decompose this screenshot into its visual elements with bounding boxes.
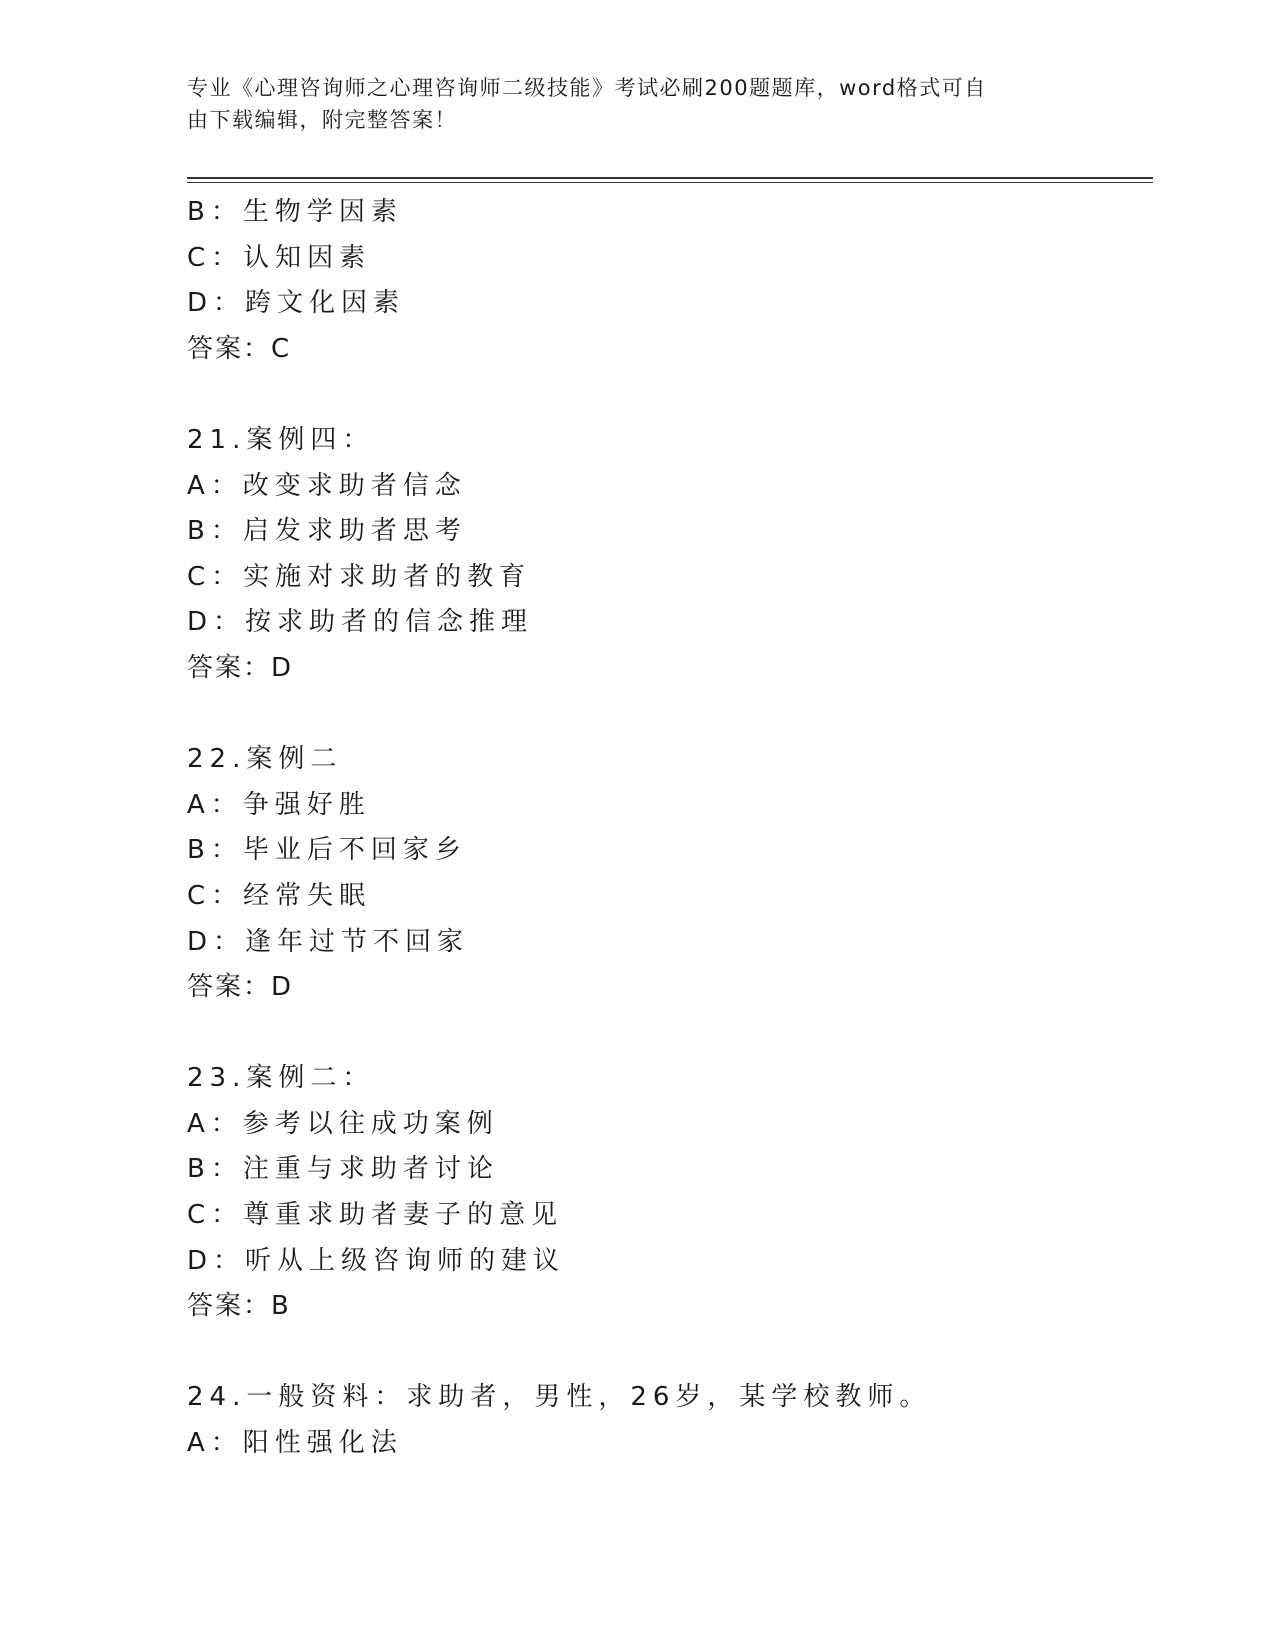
- option-b: B：启发求助者思考: [187, 516, 467, 547]
- answer-line: 答案：C: [187, 333, 292, 364]
- option-a: A：阳性强化法: [187, 1428, 403, 1459]
- option-c: C：经常失眠: [187, 880, 372, 911]
- answer-line: 答案：D: [187, 972, 294, 1003]
- question-block-24: [187, 1375, 1147, 1466]
- question-block-prev: [187, 190, 1147, 372]
- answer-line: 答案：B: [187, 1291, 291, 1322]
- document-header: [187, 72, 1067, 136]
- answer-line: 答案：D: [187, 652, 294, 683]
- header-line-2: 由下载编辑，附完整答案！: [187, 108, 457, 132]
- question-list: [187, 190, 1147, 1467]
- question-title: 21.案例四：: [187, 424, 375, 455]
- question-block-21: [187, 418, 1147, 692]
- option-c: C：尊重求助者妻子的意见: [187, 1200, 564, 1231]
- question-block-23: [187, 1056, 1147, 1330]
- option-d: D：逢年过节不回家: [187, 926, 470, 957]
- option-d: D：听从上级咨询师的建议: [187, 1245, 566, 1276]
- option-d: D：按求助者的信念推理: [187, 607, 534, 638]
- question-block-22: [187, 737, 1147, 1011]
- option-d: D：跨文化因素: [187, 288, 406, 319]
- option-a: A：争强好胜: [187, 789, 371, 820]
- header-line-1: 专业《心理咨询师之心理咨询师二级技能》考试必刷200题题库，word格式可自: [187, 76, 987, 100]
- option-b: B：生物学因素: [187, 197, 403, 227]
- question-title: 24.一般资料：求助者，男性，26岁，某学校教师。: [187, 1382, 932, 1413]
- question-title: 22.案例二: [187, 744, 343, 775]
- option-c: C：实施对求助者的教育: [187, 561, 532, 592]
- option-c: C：认知因素: [187, 242, 372, 273]
- option-a: A：改变求助者信念: [187, 470, 467, 501]
- option-a: A：参考以往成功案例: [187, 1108, 499, 1139]
- option-b: B：毕业后不回家乡: [187, 835, 467, 866]
- header-divider-thick: [187, 177, 1153, 179]
- option-b: B：注重与求助者讨论: [187, 1154, 499, 1185]
- question-title: 23.案例二：: [187, 1063, 375, 1094]
- header-divider-thin: [187, 182, 1153, 183]
